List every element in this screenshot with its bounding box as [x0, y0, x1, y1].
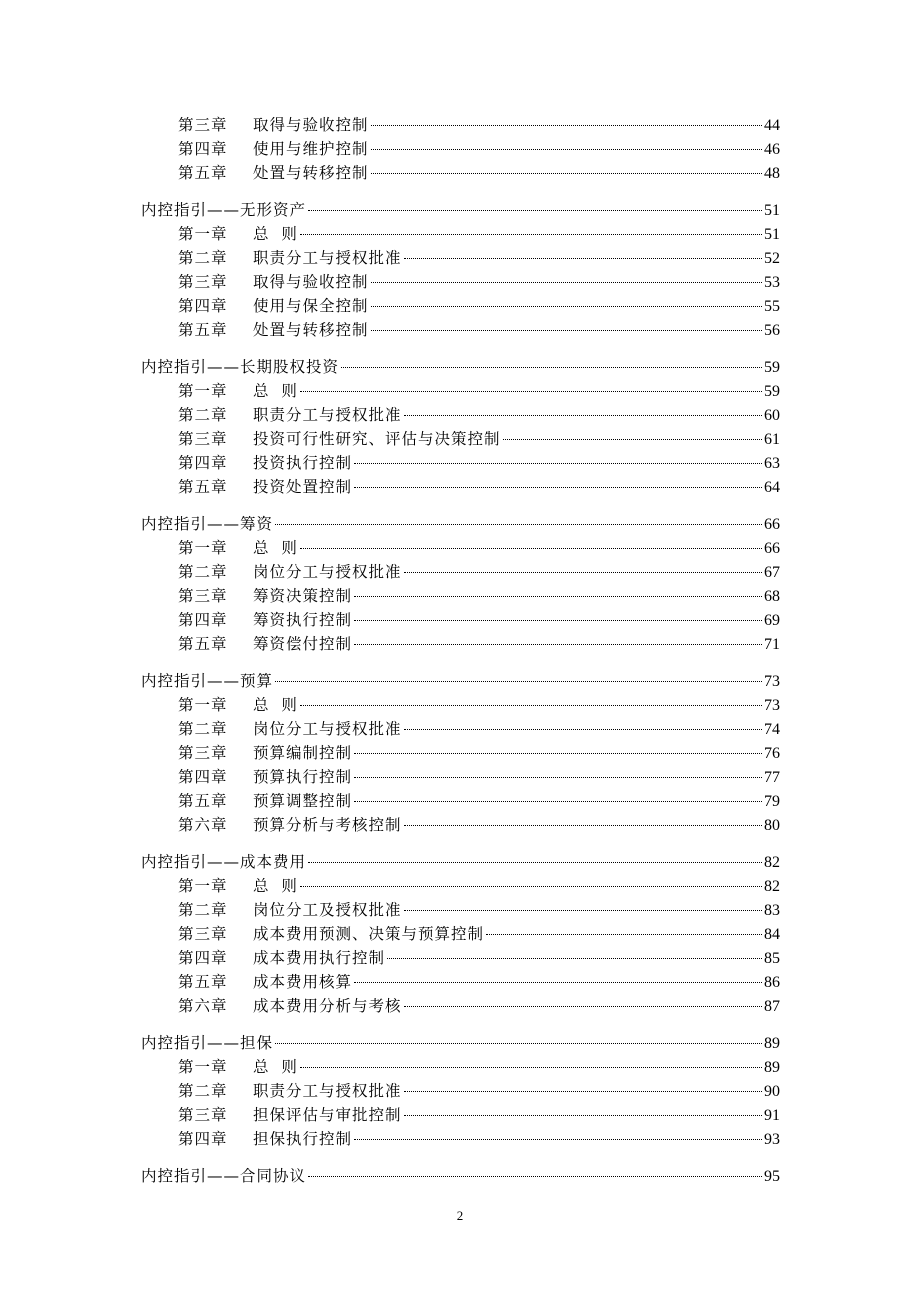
toc-entry-label	[178, 405, 402, 425]
dot-leader	[300, 391, 762, 392]
toc-page-number: 90	[764, 1083, 780, 1100]
chapter-title: 预算调整控制	[253, 792, 353, 810]
chapter-title: 担保执行控制	[253, 1130, 353, 1148]
chapter-number: 第六章	[178, 997, 228, 1015]
chapter-number: 第五章	[178, 478, 228, 496]
chapter-number: 第二章	[178, 249, 228, 267]
toc-entry-label	[178, 972, 352, 992]
toc-page-number: 73	[764, 697, 780, 714]
dot-leader	[300, 1067, 762, 1068]
toc-page-number: 59	[764, 383, 780, 400]
toc-page-number: 82	[764, 878, 780, 895]
dot-leader	[308, 862, 762, 863]
chapter-number: 第二章	[178, 1082, 228, 1100]
toc-page-number: 69	[764, 612, 780, 629]
toc-chapter-entry[interactable]	[178, 634, 780, 654]
chapter-number: 第四章	[178, 297, 228, 315]
chapter-number: 第一章	[178, 696, 228, 714]
toc-chapter-entry[interactable]	[178, 972, 780, 992]
toc-section-entry[interactable]	[141, 1166, 780, 1186]
dot-leader	[354, 487, 762, 488]
chapter-number: 第六章	[178, 816, 228, 834]
toc-entry-label	[178, 743, 352, 763]
dot-leader	[371, 125, 762, 126]
toc-chapter-entry[interactable]	[178, 381, 780, 401]
chapter-number: 第五章	[178, 635, 228, 653]
dot-leader	[300, 886, 762, 887]
toc-page-number: 51	[764, 226, 780, 243]
chapter-number: 第二章	[178, 563, 228, 581]
toc-chapter-entry[interactable]	[178, 719, 780, 739]
chapter-number: 第四章	[178, 611, 228, 629]
toc-entry-label	[178, 453, 352, 473]
toc-entry-label	[178, 876, 298, 896]
dot-leader	[354, 596, 762, 597]
dot-leader	[404, 1115, 762, 1116]
dot-leader	[275, 524, 762, 525]
toc-page-number: 52	[764, 250, 780, 267]
toc-chapter-entry[interactable]	[178, 248, 780, 268]
dot-leader	[354, 982, 762, 983]
toc-entry-label	[178, 163, 369, 183]
dot-leader	[404, 825, 762, 826]
dot-leader	[275, 1043, 762, 1044]
toc-entry-label	[178, 381, 298, 401]
toc-page-number: 95	[764, 1168, 780, 1185]
toc-page-number: 87	[764, 998, 780, 1015]
toc-chapter-entry[interactable]	[178, 224, 780, 244]
chapter-number: 第一章	[178, 382, 228, 400]
chapter-number: 第三章	[178, 587, 228, 605]
toc-page-number: 73	[764, 673, 780, 690]
chapter-title: 筹资执行控制	[253, 611, 353, 629]
toc-page-number: 74	[764, 721, 780, 738]
toc-entry-label	[178, 924, 484, 944]
chapter-title: 使用与维护控制	[253, 140, 369, 158]
toc-entry-label	[141, 1166, 306, 1186]
chapter-title: 预算编制控制	[253, 744, 353, 762]
chapter-number: 第三章	[178, 925, 228, 943]
dot-leader	[354, 463, 762, 464]
toc-entry-label	[178, 695, 298, 715]
dot-leader	[354, 801, 762, 802]
toc-page-number: 59	[764, 359, 780, 376]
chapter-title: 投资可行性研究、评估与决策控制	[253, 430, 501, 448]
dot-leader	[354, 753, 762, 754]
toc-chapter-entry[interactable]	[178, 429, 780, 449]
chapter-title: 取得与验收控制	[253, 116, 369, 134]
toc-entry-label	[178, 1057, 298, 1077]
dot-leader	[371, 282, 762, 283]
toc-page-number: 68	[764, 588, 780, 605]
dot-leader	[354, 777, 762, 778]
chapter-number: 第一章	[178, 225, 228, 243]
toc-chapter-entry[interactable]	[178, 272, 780, 292]
toc-page-number: 80	[764, 817, 780, 834]
toc-entry-label	[178, 719, 402, 739]
toc-entry-label	[178, 562, 402, 582]
toc-chapter-entry[interactable]	[178, 767, 780, 787]
chapter-title: 处置与转移控制	[253, 321, 369, 339]
toc-section-entry[interactable]	[141, 852, 780, 872]
toc-page-number: 67	[764, 564, 780, 581]
toc-page-number: 84	[764, 926, 780, 943]
toc-chapter-entry[interactable]	[178, 405, 780, 425]
chapter-title: 担保评估与审批控制	[253, 1106, 402, 1124]
toc-entry-label	[178, 586, 352, 606]
dot-leader	[371, 149, 762, 150]
toc-page-number: 53	[764, 274, 780, 291]
toc-page-number: 89	[764, 1059, 780, 1076]
toc-entry-label	[178, 272, 369, 292]
dot-leader	[308, 210, 762, 211]
dot-leader	[371, 330, 762, 331]
toc-entry-label	[141, 1033, 273, 1053]
dot-leader	[354, 644, 762, 645]
toc-page-number: 56	[764, 322, 780, 339]
dot-leader	[387, 958, 762, 959]
toc-entry-label	[178, 767, 352, 787]
dot-leader	[371, 173, 762, 174]
toc-page-number: 60	[764, 407, 780, 424]
toc-section-entry[interactable]	[141, 357, 780, 377]
chapter-title: 投资执行控制	[253, 454, 353, 472]
dot-leader	[300, 548, 762, 549]
toc-page-number: 66	[764, 540, 780, 557]
chapter-number: 第五章	[178, 973, 228, 991]
toc-page-number: 89	[764, 1035, 780, 1052]
toc-page-number: 64	[764, 479, 780, 496]
toc-entry-label	[141, 200, 306, 220]
chapter-title: 成本费用预测、决策与预算控制	[253, 925, 485, 943]
toc-section-entry[interactable]	[141, 671, 780, 691]
dot-leader	[404, 729, 762, 730]
page-number: 2	[456, 1208, 464, 1223]
toc-entry-label	[178, 538, 298, 558]
toc-chapter-entry[interactable]	[178, 139, 780, 159]
chapter-title: 筹资偿付控制	[253, 635, 353, 653]
toc-page-number: 63	[764, 455, 780, 472]
toc-chapter-entry[interactable]	[178, 876, 780, 896]
chapter-title: 总 则	[253, 877, 298, 895]
chapter-number: 第五章	[178, 792, 228, 810]
toc-chapter-entry[interactable]	[178, 1057, 780, 1077]
toc-chapter-entry[interactable]	[178, 562, 780, 582]
dot-leader	[354, 620, 762, 621]
toc-page-number: 46	[764, 141, 780, 158]
toc-chapter-entry[interactable]	[178, 743, 780, 763]
chapter-title: 成本费用分析与考核	[253, 997, 402, 1015]
toc-entry-label	[178, 815, 402, 835]
chapter-number: 第三章	[178, 430, 228, 448]
toc-chapter-entry[interactable]	[178, 538, 780, 558]
toc-page-number: 93	[764, 1131, 780, 1148]
chapter-number: 第一章	[178, 877, 228, 895]
toc-page-number: 82	[764, 854, 780, 871]
dot-leader	[404, 258, 762, 259]
dot-leader	[486, 934, 762, 935]
toc-chapter-entry[interactable]	[178, 320, 780, 340]
toc-entry-label	[178, 139, 369, 159]
chapter-title: 总 则	[253, 1058, 298, 1076]
toc-entry-label	[178, 429, 501, 449]
chapter-number: 第五章	[178, 164, 228, 182]
toc-page-number: 44	[764, 117, 780, 134]
toc-entry-label	[141, 357, 339, 377]
chapter-title: 取得与验收控制	[253, 273, 369, 291]
toc-entry-label	[178, 1081, 402, 1101]
toc-page-number: 86	[764, 974, 780, 991]
toc-entry-label	[178, 791, 352, 811]
chapter-number: 第二章	[178, 901, 228, 919]
dot-leader	[354, 1139, 762, 1140]
toc-chapter-entry[interactable]	[178, 924, 780, 944]
toc-page-number: 61	[764, 431, 780, 448]
chapter-title: 成本费用执行控制	[253, 949, 386, 967]
toc-page-number: 91	[764, 1107, 780, 1124]
toc-page-number: 66	[764, 516, 780, 533]
chapter-title: 总 则	[253, 382, 298, 400]
chapter-title: 预算执行控制	[253, 768, 353, 786]
toc-chapter-entry[interactable]	[178, 296, 780, 316]
toc-section-entry[interactable]	[141, 200, 780, 220]
toc-section-entry[interactable]	[141, 514, 780, 534]
dot-leader	[404, 572, 762, 573]
toc-chapter-entry[interactable]	[178, 115, 780, 135]
dot-leader	[341, 367, 762, 368]
toc-entry-label	[178, 115, 369, 135]
toc-chapter-entry[interactable]	[178, 453, 780, 473]
toc-entry-label	[141, 514, 273, 534]
toc-page-number: 51	[764, 202, 780, 219]
toc-entry-label	[178, 900, 402, 920]
toc-entry-label	[178, 320, 369, 340]
toc-entry-label	[178, 224, 298, 244]
toc-entry-label	[178, 996, 402, 1016]
dot-leader	[300, 705, 762, 706]
toc-entry-label	[178, 634, 352, 654]
toc-section-entry[interactable]	[141, 1033, 780, 1053]
toc-page-number: 83	[764, 902, 780, 919]
toc-entry-label	[178, 948, 385, 968]
chapter-number: 第四章	[178, 454, 228, 472]
toc-entry-label	[178, 610, 352, 630]
chapter-number: 第三章	[178, 1106, 228, 1124]
chapter-number: 第二章	[178, 406, 228, 424]
chapter-title: 岗位分工及授权批准	[253, 901, 402, 919]
chapter-title: 岗位分工与授权批准	[253, 563, 402, 581]
chapter-number: 第三章	[178, 116, 228, 134]
section-title: 内控指引——担保	[141, 1034, 274, 1052]
dot-leader	[371, 306, 762, 307]
dot-leader	[404, 1091, 762, 1092]
toc-chapter-entry[interactable]	[178, 791, 780, 811]
toc-page-number: 48	[764, 165, 780, 182]
chapter-number: 第四章	[178, 949, 228, 967]
toc-page-number: 76	[764, 745, 780, 762]
toc-chapter-entry[interactable]	[178, 610, 780, 630]
toc-page-number: 79	[764, 793, 780, 810]
dot-leader	[404, 910, 762, 911]
chapter-number: 第三章	[178, 744, 228, 762]
chapter-title: 使用与保全控制	[253, 297, 369, 315]
dot-leader	[503, 439, 762, 440]
toc-chapter-entry[interactable]	[178, 900, 780, 920]
section-title: 内控指引——合同协议	[141, 1167, 307, 1185]
chapter-number: 第一章	[178, 539, 228, 557]
chapter-number: 第四章	[178, 768, 228, 786]
chapter-title: 筹资决策控制	[253, 587, 353, 605]
chapter-title: 职责分工与授权批准	[253, 249, 402, 267]
chapter-number: 第四章	[178, 1130, 228, 1148]
dot-leader	[300, 234, 762, 235]
chapter-title: 投资处置控制	[253, 478, 353, 496]
toc-entry-label	[178, 1129, 352, 1149]
toc-entry-label	[141, 671, 273, 691]
toc-entry-label	[178, 477, 352, 497]
toc-page-number: 77	[764, 769, 780, 786]
toc-chapter-entry[interactable]	[178, 477, 780, 497]
toc-chapter-entry[interactable]	[178, 1081, 780, 1101]
toc-chapter-entry[interactable]	[178, 996, 780, 1016]
toc-page-number: 85	[764, 950, 780, 967]
toc-chapter-entry[interactable]	[178, 1129, 780, 1149]
toc-chapter-entry[interactable]	[178, 948, 780, 968]
toc-entry-label	[178, 296, 369, 316]
toc-page-number: 71	[764, 636, 780, 653]
chapter-number: 第四章	[178, 140, 228, 158]
toc-chapter-entry[interactable]	[178, 695, 780, 715]
toc-chapter-entry[interactable]	[178, 163, 780, 183]
chapter-title: 处置与转移控制	[253, 164, 369, 182]
dot-leader	[308, 1176, 762, 1177]
chapter-title: 岗位分工与授权批准	[253, 720, 402, 738]
toc-chapter-entry[interactable]	[178, 815, 780, 835]
section-title: 内控指引——筹资	[141, 515, 274, 533]
toc-entry-label	[178, 1105, 402, 1125]
chapter-number: 第五章	[178, 321, 228, 339]
dot-leader	[404, 1006, 762, 1007]
section-title: 内控指引——预算	[141, 672, 274, 690]
chapter-number: 第一章	[178, 1058, 228, 1076]
chapter-title: 职责分工与授权批准	[253, 1082, 402, 1100]
chapter-title: 预算分析与考核控制	[253, 816, 402, 834]
toc-chapter-entry[interactable]	[178, 1105, 780, 1125]
section-title: 内控指引——成本费用	[141, 853, 307, 871]
chapter-title: 总 则	[253, 696, 298, 714]
chapter-number: 第三章	[178, 273, 228, 291]
toc-chapter-entry[interactable]	[178, 586, 780, 606]
chapter-number: 第二章	[178, 720, 228, 738]
chapter-title: 总 则	[253, 539, 298, 557]
section-title: 内控指引——无形资产	[141, 201, 307, 219]
dot-leader	[404, 415, 762, 416]
chapter-title: 总 则	[253, 225, 298, 243]
toc-entry-label	[178, 248, 402, 268]
chapter-title: 职责分工与授权批准	[253, 406, 402, 424]
chapter-title: 成本费用核算	[253, 973, 353, 991]
section-title: 内控指引——长期股权投资	[141, 358, 340, 376]
dot-leader	[275, 681, 762, 682]
toc-page-number: 55	[764, 298, 780, 315]
toc-entry-label	[141, 852, 306, 872]
